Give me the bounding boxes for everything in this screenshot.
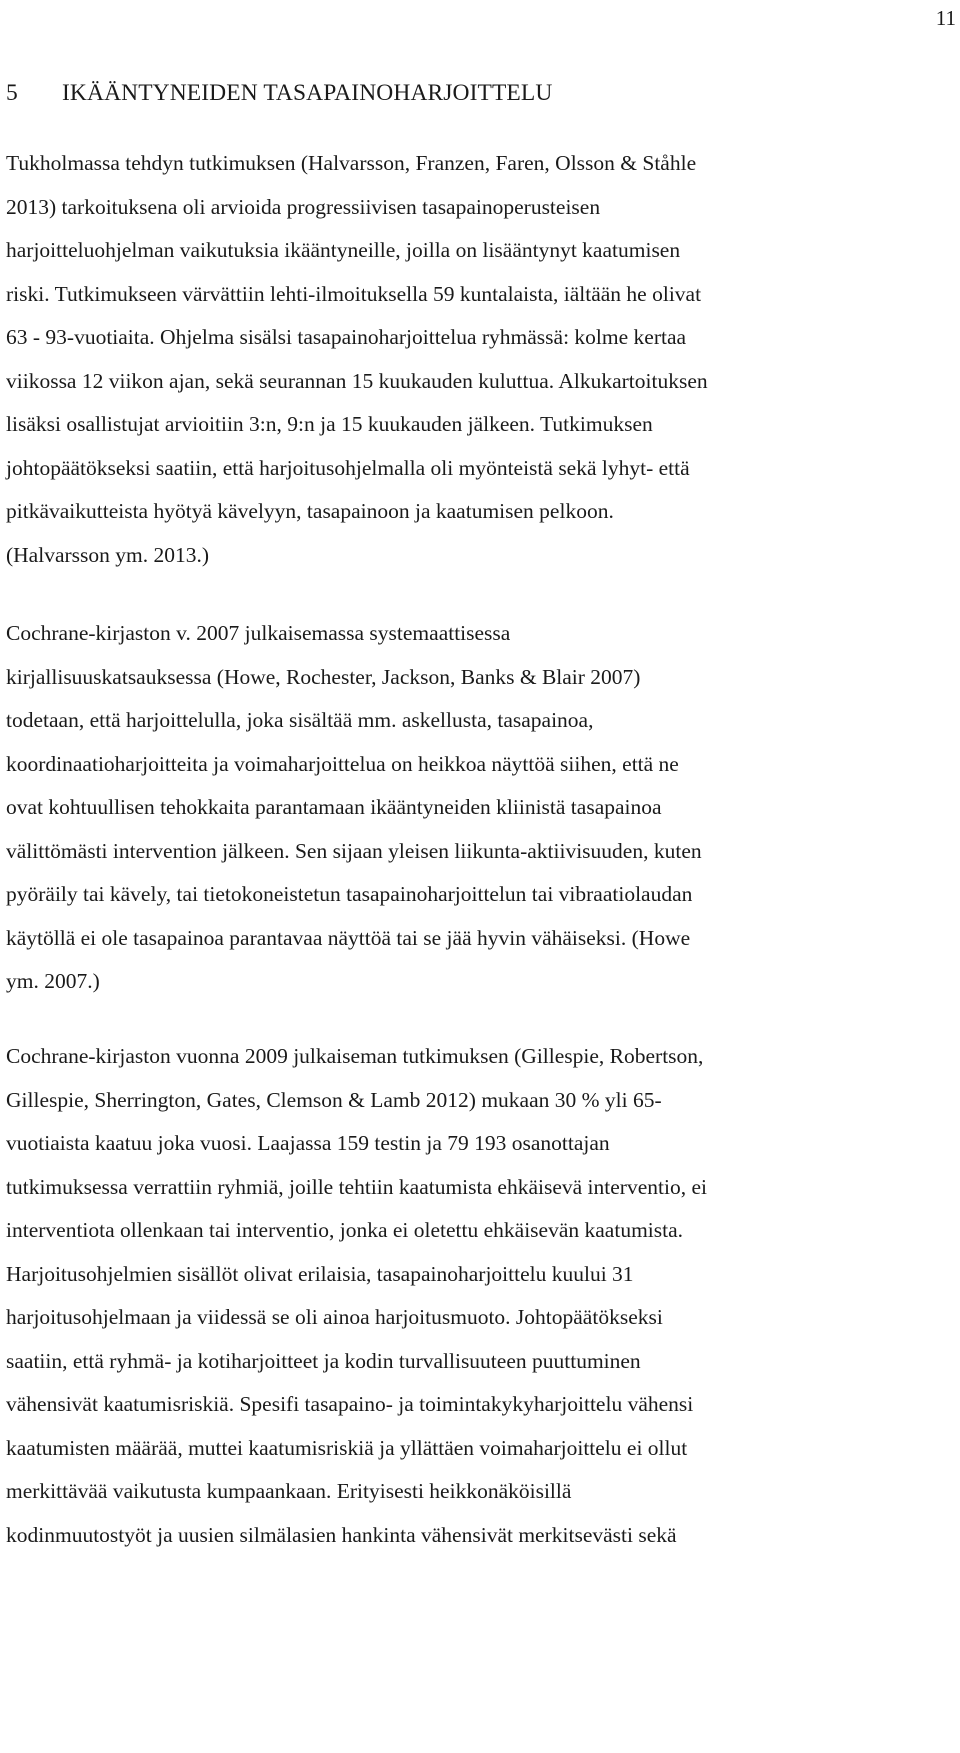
text-line: saatiin, että ryhmä- ja kotiharjoitteet ja kodin turvallisuuteen puuttuminen xyxy=(6,1348,641,1373)
text-line: kaatumisten määrää, muttei kaatumisriskiä ja yllättäen voimaharjoittelu ei ollut xyxy=(6,1435,688,1460)
text-line: merkittävää vaikutusta kumpaankaan. Erityisesti heikkonäköisillä xyxy=(6,1479,572,1504)
text-line: Harjoitusohjelmien sisällöt olivat erilaisia, tasapainoharjoittelu kuului 31 xyxy=(6,1261,634,1286)
text-line: pitkävaikutteista hyötyä kävelyyn, tasapainoon ja kaatumisen pelkoon. xyxy=(6,499,614,524)
text-line: 2013) tarkoituksena oli arvioida progressiivisen tasapainoperusteisen xyxy=(6,194,601,219)
text-line: vähensivät kaatumisriskiä. Spesifi tasapaino- ja toimintakykyharjoittelu vähensi xyxy=(6,1392,694,1417)
paragraph-3 xyxy=(6,1035,707,1558)
text-line: ovat kohtuullisen tehokkaita parantamaan ikääntyneiden kliinistä tasapainoa xyxy=(6,795,662,820)
text-line: kirjallisuuskatsauksessa (Howe, Rochester, Jackson, Banks & Blair 2007) xyxy=(6,664,641,689)
page-number: 11 xyxy=(935,6,956,30)
text-line: interventiota ollenkaan tai interventio, jonka ei oletettu ehkäisevän kaatumista. xyxy=(6,1218,684,1243)
text-line: 63 - 93-vuotiaita. Ohjelma sisälsi tasapainoharjoittelua ryhmässä: kolme kertaa xyxy=(6,325,687,350)
text-line: vuotiaista kaatuu joka vuosi. Laajassa 159 testin ja 79 193 osanottajan xyxy=(6,1131,610,1156)
text-line: välittömästi intervention jälkeen. Sen sijaan yleisen liikunta-aktiivisuuden, kuten xyxy=(6,838,702,863)
text-line: riski. Tutkimukseen värvättiin lehti-ilmoituksella 59 kuntalaista, iältään he olivat xyxy=(6,281,702,306)
text-line: viikossa 12 viikon ajan, sekä seurannan 15 kuukauden kuluttua. Alkukartoituksen xyxy=(6,368,708,393)
text-line: johtopäätökseksi saatiin, että harjoitusohjelmalla oli myönteistä sekä lyhyt- että xyxy=(6,455,690,480)
text-line: todetaan, että harjoittelulla, joka sisältää mm. askellusta, tasapainoa, xyxy=(6,708,594,733)
text-line: Cochrane-kirjaston vuonna 2009 julkaiseman tutkimuksen (Gillespie, Robertson, xyxy=(6,1044,704,1068)
paragraph-1 xyxy=(6,142,708,577)
section-number: 5 xyxy=(6,80,18,106)
paragraph-2 xyxy=(6,612,702,1004)
text-line: käytöllä ei ole tasapainoa parantavaa näyttöä tai se jää hyvin vähäiseksi. (Howe xyxy=(6,925,691,950)
text-line: Cochrane-kirjaston v. 2007 julkaisemassa systemaattisessa xyxy=(6,621,511,645)
text-line: (Halvarsson ym. 2013.) xyxy=(6,542,210,567)
text-line: lisäksi osallistujat arvioitiin 3:n, 9:n ja 15 kuukauden jälkeen. Tutkimuksen xyxy=(6,412,653,437)
section-title: IKÄÄNTYNEIDEN TASAPAINOHARJOITTELU xyxy=(62,80,553,106)
text-line: Tukholmassa tehdyn tutkimuksen (Halvarsson, Franzen, Faren, Olsson & Ståhle xyxy=(6,151,697,175)
text-line: pyöräily tai kävely, tai tietokoneistetun tasapainoharjoittelun tai vibraatiolaudan xyxy=(6,882,693,907)
text-line: harjoitusohjelmaan ja viidessä se oli ainoa harjoitusmuoto. Johtopäätökseksi xyxy=(6,1305,663,1330)
text-line: tutkimuksessa verrattiin ryhmiä, joille tehtiin kaatumista ehkäisevä interventio, ei xyxy=(6,1174,707,1199)
text-line: koordinaatioharjoitteita ja voimaharjoittelua on heikkoa näyttöä siihen, että ne xyxy=(6,751,679,776)
section-heading xyxy=(6,78,552,108)
text-line: Gillespie, Sherrington, Gates, Clemson & Lamb 2012) mukaan 30 % yli 65- xyxy=(6,1087,662,1112)
text-line: kodinmuutostyöt ja uusien silmälasien hankinta vähensivät merkitsevästi sekä xyxy=(6,1523,677,1548)
text-line: harjoitteluohjelman vaikutuksia ikääntyneille, joilla on lisääntynyt kaatumisen xyxy=(6,238,681,263)
text-line: ym. 2007.) xyxy=(6,969,100,994)
